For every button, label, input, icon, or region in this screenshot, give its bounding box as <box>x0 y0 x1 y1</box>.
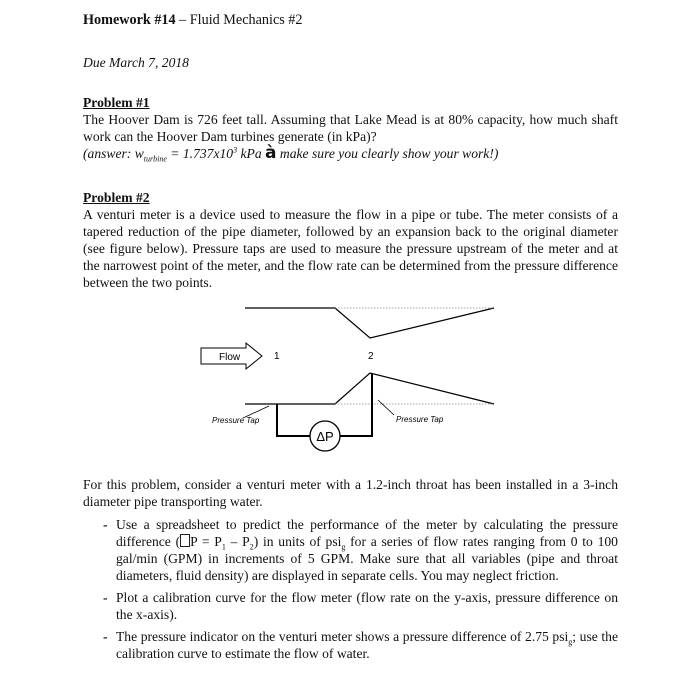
flow-label: Flow <box>219 352 241 363</box>
task-1-text-b: P = P <box>190 534 222 549</box>
task-3-text-a: The pressure indicator on the venturi meter shows a pressure difference of 2.75 psi <box>116 629 569 644</box>
dash-1: - <box>103 517 108 532</box>
intro-paragraph: For this problem, consider a venturi meter with a 1.2-inch throat has been installed in a 3-inch diameter pipe transporting water. <box>83 477 618 509</box>
task-3-sub-g: g <box>568 637 573 647</box>
task-1-sub-1: 1 <box>221 542 226 552</box>
due-date: Due March 7, 2018 <box>83 55 189 70</box>
pipe-bottom-wall <box>245 373 494 404</box>
pipe-top-wall <box>245 308 494 338</box>
tap-left-label: Pressure Tap <box>212 416 260 425</box>
dash-3: - <box>103 629 108 644</box>
task-1-sub-g: g <box>341 542 346 552</box>
answer-unit: kPa <box>237 146 266 161</box>
tap-line-left <box>277 404 310 436</box>
task-1-text-a: Use a spreadsheet to predict the performance of the meter by calculating the pressure difference ( <box>116 517 618 549</box>
task-2-text: Plot a calibration curve for the flow meter (flow rate on the y-axis, pressure difference on the x-axis). <box>116 590 618 622</box>
title-rest: – Fluid Mechanics #2 <box>175 12 303 28</box>
problem-2-text: A venturi meter is a device used to measure the flow in a pipe or tube. The meter consists of a tapered reduction of the pipe diameter, followed by an expansion back to the original diameter (see figure below). Pressure taps are used to measure the pressure upstream of the meter and at the narrowest point of the meter, and the flow rate can be determined from the pressure difference between the two points. <box>83 207 618 290</box>
point-2-label: 2 <box>368 351 374 362</box>
answer-prefix: (answer: w <box>83 146 144 161</box>
point-1-label: 1 <box>274 351 280 362</box>
answer-subscript: turbine <box>143 154 167 164</box>
answer-value: = 1.737x10 <box>166 146 234 161</box>
task-1-sub-2: 2 <box>249 542 254 552</box>
gauge-label: ΔP <box>316 429 334 444</box>
title-bold: Homework #14 <box>83 12 176 28</box>
tap-right-pointer <box>378 400 394 415</box>
tap-right-label: Pressure Tap <box>396 415 444 424</box>
problem-2-heading: Problem #2 <box>83 190 150 205</box>
answer-suffix: make sure you clearly show your work!) <box>276 146 499 161</box>
problem-1-text: The Hoover Dam is 726 feet tall. Assuming that Lake Mead is at 80% capacity, how much shaft work can the Hoover Dam turbines generate (in kPa)? <box>83 112 618 144</box>
problem-1-heading: Problem #1 <box>83 95 150 110</box>
answer-arrow: à <box>265 143 277 163</box>
task-1-text-c: – P <box>225 534 250 549</box>
tap-line-right <box>340 373 372 436</box>
task-1-text-e: for a series of flow rates ranging from 0 to 100 gal/min (GPM) in increments of 5 GPM. Make sure that all variables (pipe and throat diameters, fluid density) are displayed in separate cells. You may neglect friction. <box>116 534 618 583</box>
task-1-text-d: ) in units of psi <box>253 534 342 549</box>
task-3-text-b: ; use the calibration curve to estimate the flow of water. <box>116 629 618 661</box>
answer-superscript: 3 <box>233 145 238 155</box>
dash-2: - <box>103 590 108 605</box>
